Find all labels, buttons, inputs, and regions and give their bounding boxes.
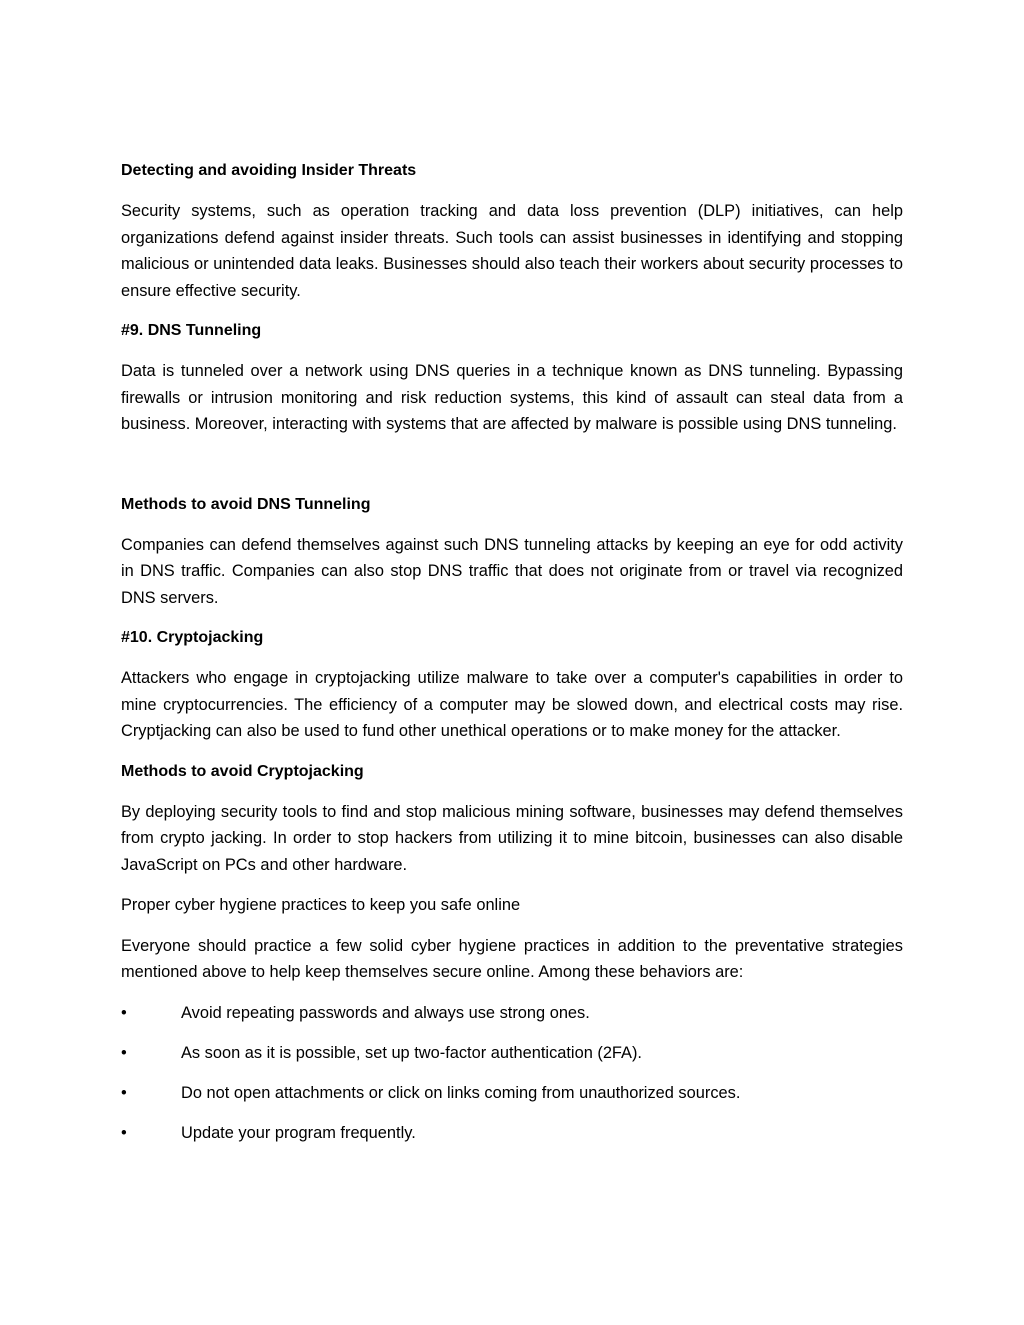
bullet-icon: • bbox=[121, 1003, 127, 1022]
section-paragraph-cryptojacking: Attackers who engage in cryptojacking utilize malware to take over a computer's capabilities in order to mine cryptocurrencies. The efficiency of a computer may be slowed down, and electrical costs may rise. Cryptjacking can also be used to fund other unethical operations or to make money for the attacker. bbox=[121, 669, 903, 740]
list-item bbox=[121, 1120, 903, 1146]
list-item bbox=[121, 1080, 903, 1106]
section-paragraph-avoid-dns-tunneling: Companies can defend themselves against such DNS tunneling attacks by keeping an eye for odd activity in DNS traffic. Companies can also stop DNS traffic that does not originate from or travel via recognized DNS servers. bbox=[121, 535, 903, 607]
section-heading-avoid-dns-tunneling: Methods to avoid DNS Tunneling bbox=[121, 495, 371, 513]
list-item bbox=[121, 1040, 903, 1066]
hygiene-title: Proper cyber hygiene practices to keep you safe online bbox=[121, 896, 521, 914]
bullet-icon: • bbox=[121, 1083, 127, 1102]
section-heading-insider-threats: Detecting and avoiding Insider Threats bbox=[121, 162, 417, 179]
list-item-text: Update your program frequently. bbox=[181, 1123, 416, 1142]
section-paragraph-insider-threats: Security systems, such as operation tracking and data loss prevention (DLP) initiatives, can help organizations defend against insider threats. Such tools can assist businesses in identifying and stopping malicious or unintended data leaks. Businesses should also teach their workers about security processes to ensure effective security. bbox=[121, 202, 903, 300]
section-heading-avoid-cryptojacking: Methods to avoid Cryptojacking bbox=[121, 762, 364, 780]
section-paragraph-avoid-cryptojacking: By deploying security tools to find and stop malicious mining software, businesses may defend themselves from crypto jacking. In order to stop hackers from utilizing it to mine bitcoin, businesses can also disable JavaScript on PCs and other hardware. bbox=[121, 802, 903, 874]
hygiene-intro: Everyone should practice a few solid cyber hygiene practices in addition to the preventative strategies mentioned above to help keep themselves secure online. Among these behaviors are: bbox=[121, 936, 903, 981]
section-heading-dns-tunneling: #9. DNS Tunneling bbox=[121, 322, 262, 339]
list-item-text: As soon as it is possible, set up two-factor authentication (2FA). bbox=[181, 1043, 642, 1062]
document-page bbox=[121, 158, 903, 1160]
list-item-text: Avoid repeating passwords and always use strong ones. bbox=[181, 1003, 590, 1022]
section-heading-cryptojacking: #10. Cryptojacking bbox=[121, 629, 264, 646]
bullet-icon: • bbox=[121, 1043, 127, 1062]
list-item bbox=[121, 1000, 903, 1026]
list-item-text: Do not open attachments or click on links coming from unauthorized sources. bbox=[181, 1083, 741, 1102]
blank-spacer bbox=[121, 452, 903, 492]
bullet-icon: • bbox=[121, 1123, 127, 1142]
hygiene-bullet-list bbox=[121, 1000, 903, 1146]
section-paragraph-dns-tunneling: Data is tunneled over a network using DNS queries in a technique known as DNS tunneling. Bypassing firewalls or intrusion monitoring and risk reduction systems, this kind of assault can steal data from a business. Moreover, interacting with systems that are affected by malware is possible using DNS tunneling. bbox=[121, 362, 903, 433]
